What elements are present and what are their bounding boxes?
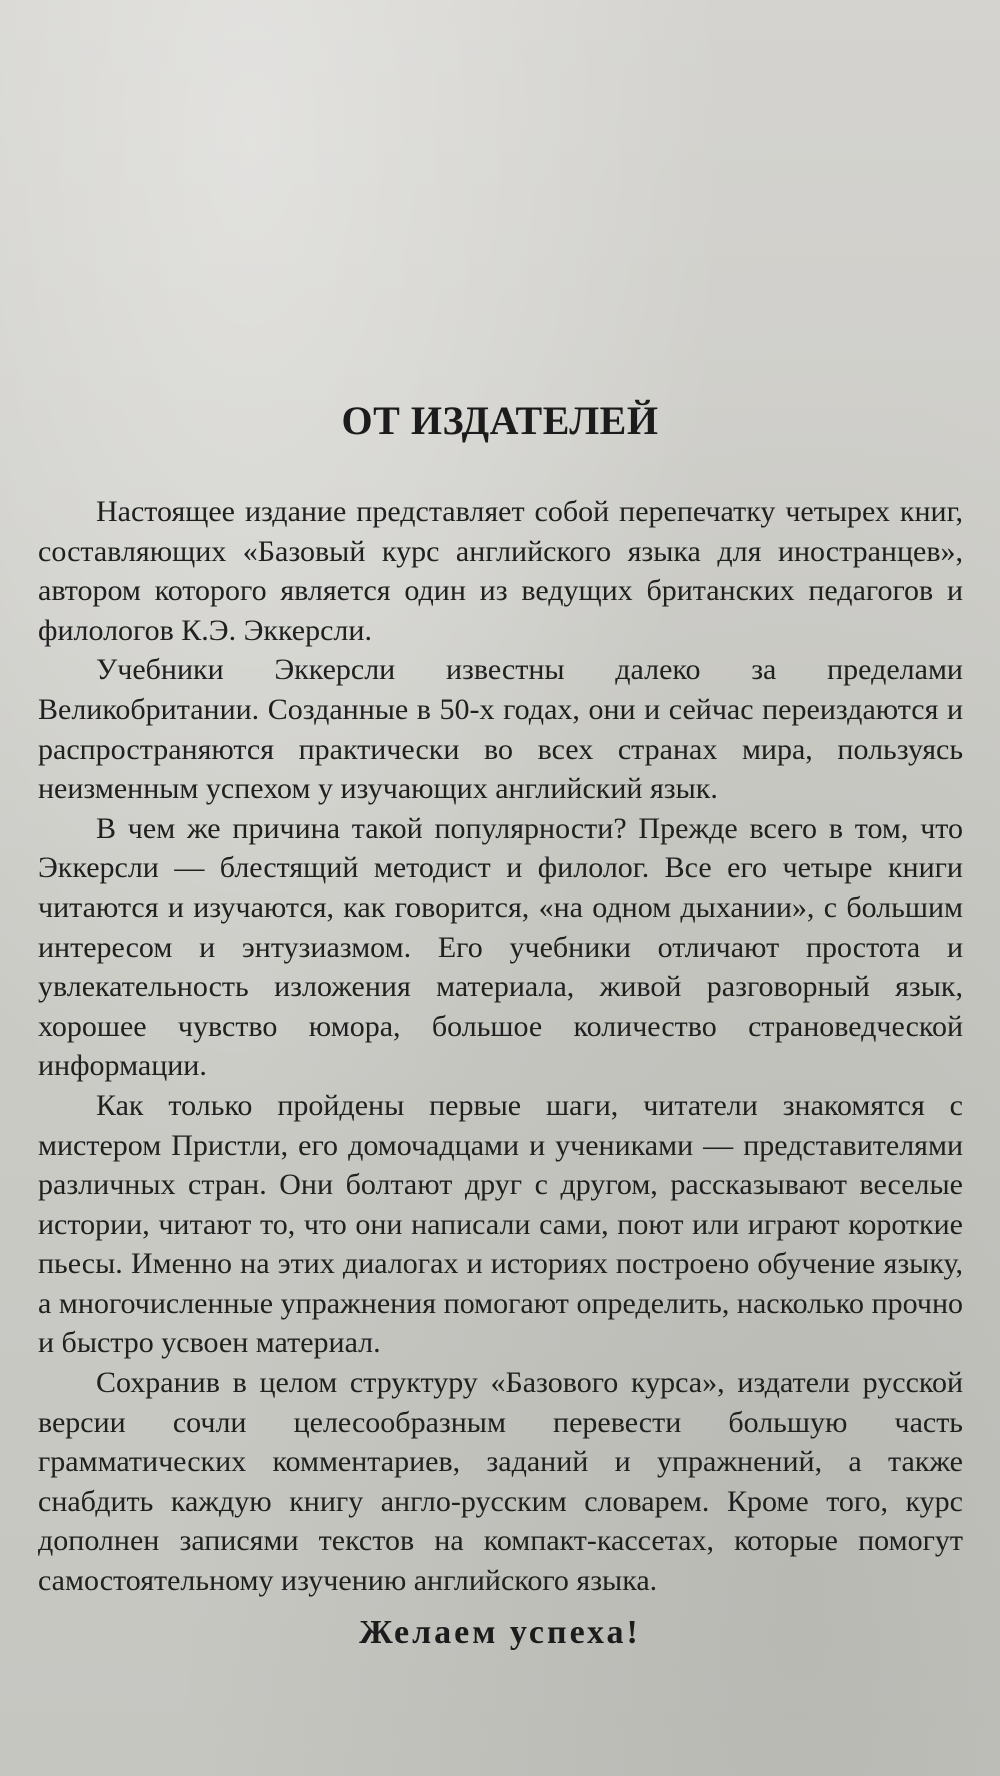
closing-wish: Желаем успеха! — [359, 1614, 641, 1651]
paragraph-russian-version: Сохранив в целом структуру «Базового курса», издатели русской версии сочли целесообразным перевести большую часть грамматических комментариев, заданий и упражнений, а также снабдить каждую книгу англо-русским словарем. Кроме того, курс дополнен записями текстов на компакт-кассетах, которые помогут самостоятельному изучению английского языка. — [38, 1366, 963, 1598]
paragraph-reason: В чем же причина такой популярности? Прежде всего в том, что Эккерсли — блестящий методист и филолог. Все его четыре книги читаются и изучаются, как говорится, «на одном дыхании», с большим интересом и энтузиазмом. Его учебники отличают простота и увлекательность изложения материала, живой разговорный язык, хорошее чувство юмора, большое количество страноведческой информации. — [38, 811, 963, 1083]
paragraph-popularity: Учебники Эккерсли известны далеко за пределами Великобритании. Созданные в 50-х годах, они и сейчас переиздаются и распространяются практически во всех странах мира, пользуясь неизменным успехом у изучающих английский язык. — [38, 653, 963, 806]
paragraph-intro: Настоящее издание представляет собой перепечатку четырех книг, составляющих «Базовый курс английского языка для иностранцев», автором которого является один из ведущих британских педагогов и филологов К.Э. Эккерсли. — [38, 495, 963, 647]
page-heading: ОТ ИЗДАТЕЛЕЙ — [341, 398, 659, 443]
body-text — [38, 492, 963, 1601]
paragraph-characters: Как только пройдены первые шаги, читатели знакомятся с мистером Пристли, его домочадцами и учениками — представителями различных стран. Они болтают друг с другом, рассказывают веселые истории, читают то, что они написали сами, поют или играют короткие пьесы. Именно на этих диалогах и историях построено обучение языку, а многочисленные упражнения помогают определить, насколько прочно и быстро усвоен материал. — [38, 1088, 963, 1360]
